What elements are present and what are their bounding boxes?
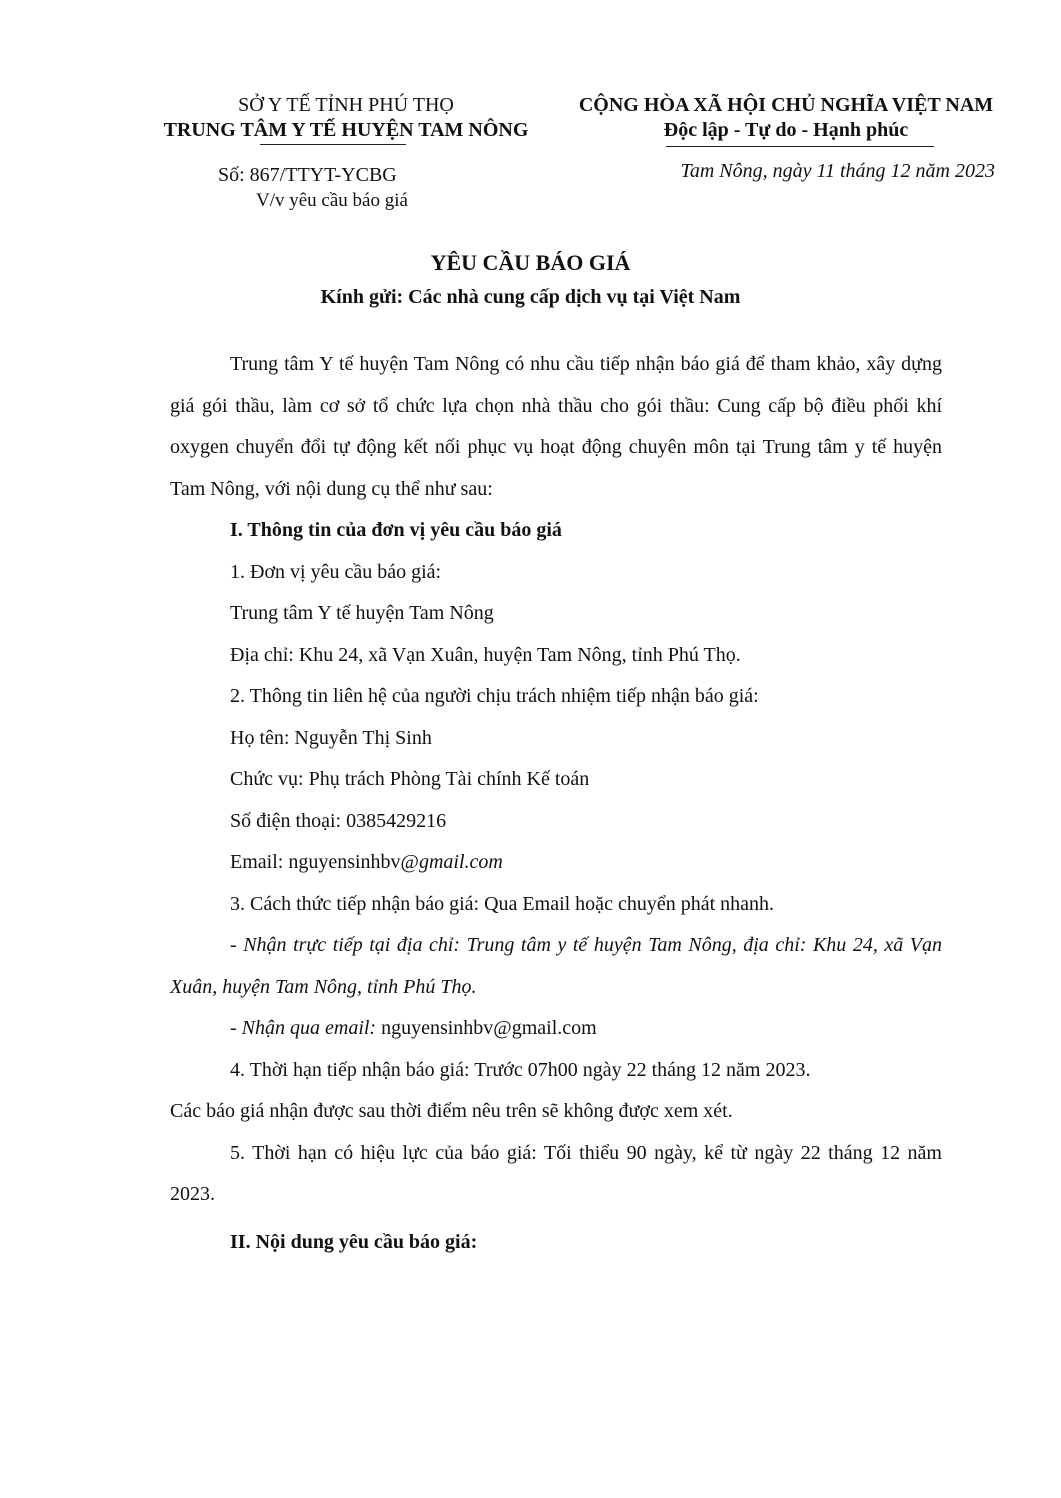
contact-phone: Số điện thoại: 0385429216	[230, 809, 447, 832]
national-motto-block	[570, 93, 1002, 143]
email-domain: gmail.com	[418, 851, 503, 873]
document-title: YÊU CẦU BÁO GIÁ	[430, 250, 631, 275]
item5: 5. Thời hạn có hiệu lực của báo giá: Tối thiểu 90 ngày, kể từ ngày 22 tháng 12 năm 2023.	[170, 1141, 942, 1205]
item3-email	[170, 1008, 942, 1050]
motto: Độc lập - Tự do - Hạnh phúc	[663, 119, 909, 141]
issuing-org-block	[140, 93, 552, 143]
item3: 3. Cách thức tiếp nhận báo giá: Qua Email hoặc chuyển phát nhanh.	[230, 892, 775, 915]
item4-note: Các báo giá nhận được sau thời điểm nêu trên sẽ không được xem xét.	[170, 1100, 733, 1122]
item3-email-label: - Nhận qua email:	[230, 1017, 377, 1039]
motto-underline	[666, 146, 934, 147]
item4: 4. Thời hạn tiếp nhận báo giá: Trước 07h00 ngày 22 tháng 12 năm 2023.	[230, 1058, 811, 1081]
intro-paragraph: Trung tâm Y tế huyện Tam Nông có nhu cầu tiếp nhận báo giá để tham khảo, xây dựng giá gói thầu, làm cơ sở tổ chức lựa chọn nhà thầu cho gói thầu: Cung cấp bộ điều phối khí oxygen chuyển đổi tự động kết nối phục vụ hoạt động chuyên môn tại Trung tâm y tế huyện Tam Nông, với nội dung cụ thể như sau:	[170, 353, 942, 500]
item1-label: 1. Đơn vị yêu cầu báo giá:	[230, 560, 442, 583]
contact-position: Chức vụ: Phụ trách Phòng Tài chính Kế toán	[230, 768, 590, 790]
email-label: Email:	[230, 851, 289, 873]
unit-name: Trung tâm Y tế huyện Tam Nông	[230, 602, 494, 624]
item3-direct: - Nhận trực tiếp tại địa chỉ: Trung tâm y tế huyện Tam Nông, địa chỉ: Khu 24, xã Vạn Xuân, huyện Tam Nông, tỉnh Phú Thọ.	[170, 934, 942, 998]
nation-name: CỘNG HÒA XÃ HỘI CHỦ NGHĨA VIỆT NAM	[578, 94, 994, 116]
place-date: Tam Nông, ngày 11 tháng 12 năm 2023	[680, 160, 995, 182]
email-user: nguyensinhbv@	[288, 851, 419, 873]
document-body	[170, 344, 942, 1263]
document-number: Số: 867/TTYT-YCBG	[218, 164, 397, 186]
contact-name: Họ tên: Nguyễn Thị Sinh	[230, 726, 432, 749]
section2-heading: II. Nội dung yêu cầu báo giá:	[230, 1230, 478, 1253]
org-parent: SỞ Y TẾ TỈNH PHÚ THỌ	[238, 94, 454, 116]
contact-email	[170, 842, 942, 884]
item2-label: 2. Thông tin liên hệ của người chịu trách nhiệm tiếp nhận báo giá:	[230, 685, 759, 707]
org-underline	[260, 144, 406, 145]
org-name: TRUNG TÂM Y TẾ HUYỆN TAM NÔNG	[163, 119, 529, 141]
unit-address: Địa chỉ: Khu 24, xã Vạn Xuân, huyện Tam Nông, tỉnh Phú Thọ.	[230, 643, 741, 666]
document-subject: V/v yêu cầu báo giá	[256, 190, 408, 211]
item3-email-value: nguyensinhbv@gmail.com	[376, 1017, 597, 1039]
recipient-line: Kính gửi: Các nhà cung cấp dịch vụ tại Việt Nam	[320, 286, 741, 308]
section1-heading: I. Thông tin của đơn vị yêu cầu báo giá	[230, 519, 562, 541]
